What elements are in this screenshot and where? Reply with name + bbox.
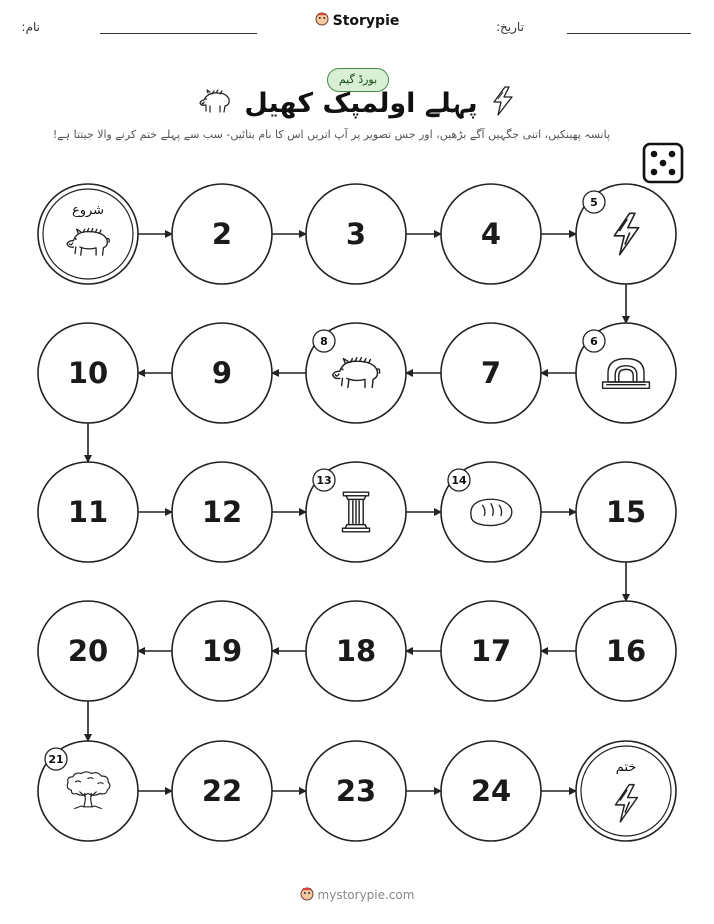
board-space-12	[172, 462, 272, 562]
board-space-4	[441, 184, 541, 284]
space-number: 2	[211, 217, 233, 251]
board-space-16	[576, 601, 676, 701]
space-number: 13	[316, 474, 332, 487]
footer-logo-icon	[300, 887, 314, 904]
board-space-25	[576, 741, 676, 841]
board-space-11	[38, 462, 138, 562]
space-number: 19	[201, 634, 243, 668]
board-space-18	[306, 601, 406, 701]
board-space-20	[38, 601, 138, 701]
board-space-15	[576, 462, 676, 562]
board-game-badge: بورڈ گیم	[327, 68, 389, 92]
board-space-10	[38, 323, 138, 423]
space-number: 4	[480, 217, 502, 251]
space-circle	[38, 184, 138, 284]
board-space-21	[38, 741, 138, 841]
space-number: 8	[320, 335, 328, 348]
space-number: 11	[67, 495, 109, 529]
space-number: 12	[201, 495, 243, 529]
board-space-7	[441, 323, 541, 423]
board-space-14	[441, 462, 541, 562]
board-space-22	[172, 741, 272, 841]
space-number: 7	[480, 356, 502, 390]
space-number: 14	[451, 474, 467, 487]
board-space-13	[306, 462, 406, 562]
date-label: تاریخ:	[496, 20, 524, 34]
name-label: نام:	[21, 20, 40, 34]
brand-name: Storypie	[332, 13, 400, 29]
board-space-24	[441, 741, 541, 841]
board-space-8	[306, 323, 406, 423]
space-number: 17	[470, 634, 512, 668]
space-number: 16	[605, 634, 647, 668]
space-number: 3	[345, 217, 367, 251]
space-number: 24	[470, 774, 512, 808]
start-label: شروع	[71, 203, 105, 218]
board-space-9	[172, 323, 272, 423]
space-number: 10	[67, 356, 109, 390]
space-number: 15	[605, 495, 647, 529]
board-space-23	[306, 741, 406, 841]
space-number: 22	[201, 774, 243, 808]
space-number: 20	[67, 634, 109, 668]
instructions: پانسہ پھینکیں، اتنی جگہیں آگے بڑھیں، اور جس تصویر پر آپ اتریں اس کا نام بتائیں- سب سے پہلے ختم کرنے والا جیتتا ہے!	[52, 128, 610, 141]
footer	[0, 887, 714, 904]
space-number: 9	[211, 356, 233, 390]
board-space-2	[172, 184, 272, 284]
board-space-17	[441, 601, 541, 701]
board-space-19	[172, 601, 272, 701]
board-space-3	[306, 184, 406, 284]
board-space-5	[576, 184, 676, 284]
space-number: 18	[335, 634, 377, 668]
space-number: 6	[590, 335, 598, 348]
board-space-6	[576, 323, 676, 423]
finish-label: ختم	[615, 760, 637, 775]
title-text: پہلے اولمپک کھیل	[244, 88, 478, 119]
space-number: 23	[335, 774, 377, 808]
space-number: 5	[590, 196, 598, 209]
footer-url: mystorypie.com	[317, 888, 415, 902]
space-number: 21	[48, 753, 64, 766]
board-space-1	[38, 184, 138, 284]
